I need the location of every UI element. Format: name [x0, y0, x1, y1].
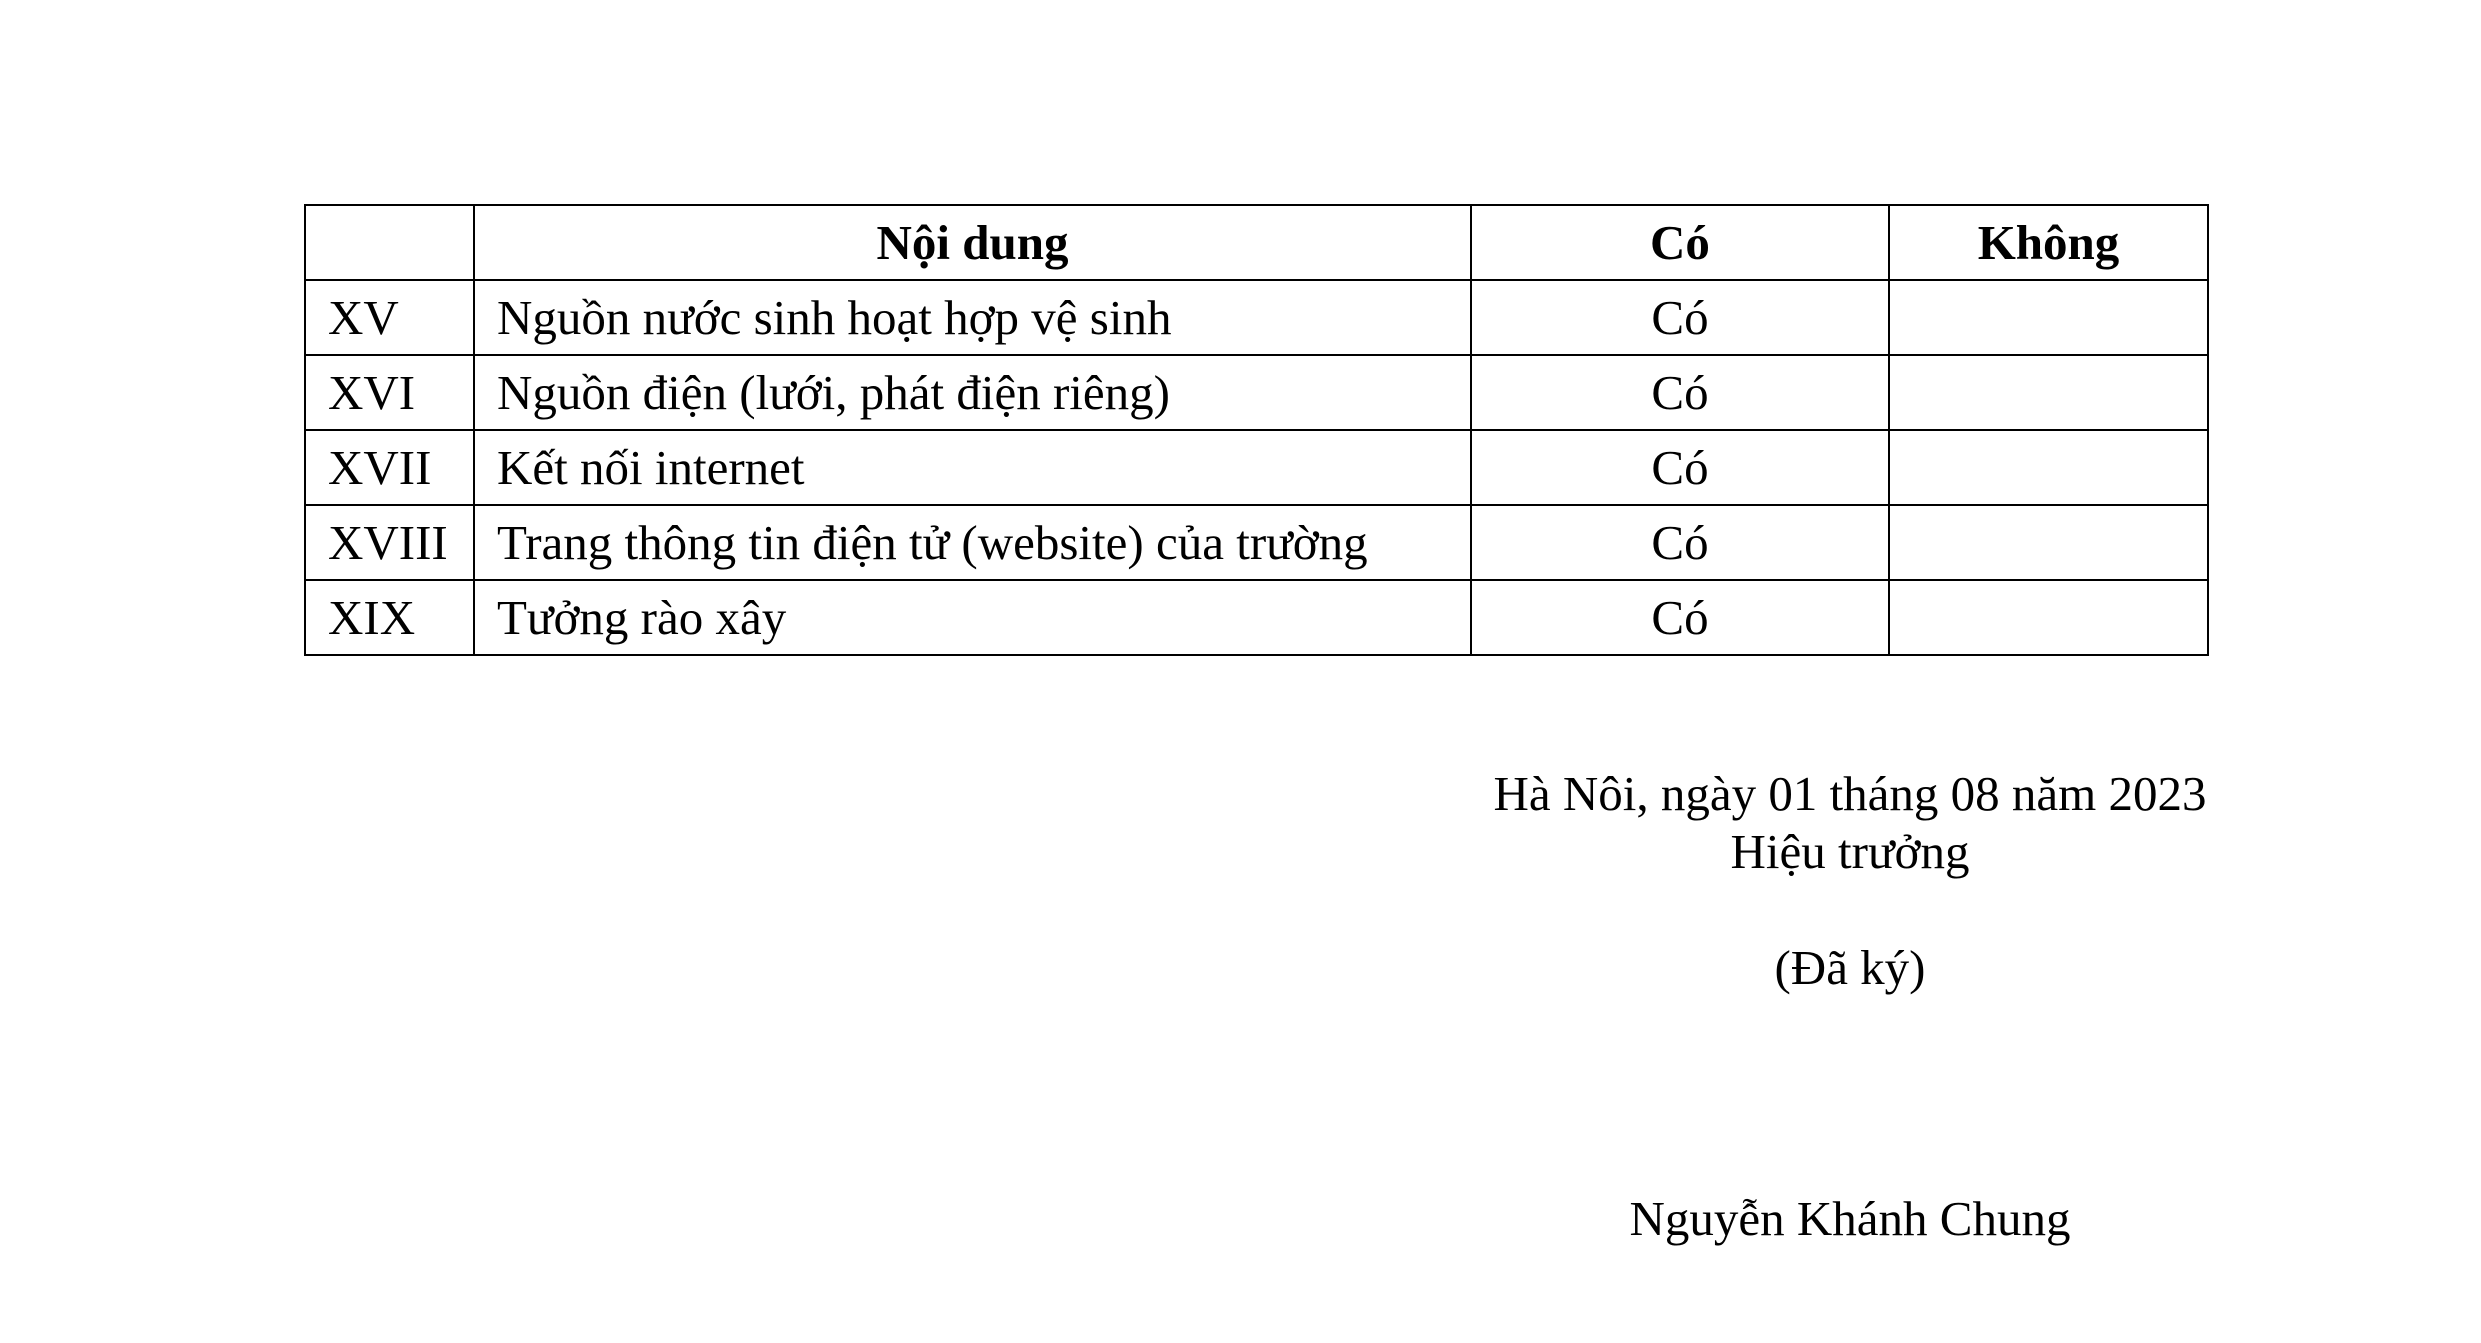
table-row	[305, 280, 2208, 355]
header-no: Không	[1889, 205, 2208, 280]
row-code: XVII	[305, 430, 474, 505]
signed-note: (Đã ký)	[1774, 940, 1926, 995]
place-date: Hà Nôi, ngày 01 tháng 08 năm 2023	[1493, 766, 2207, 821]
table-row	[305, 430, 2208, 505]
row-content: Trang thông tin điện tử (website) của trường	[474, 505, 1471, 580]
row-code: XV	[305, 280, 474, 355]
row-yes: Có	[1471, 430, 1889, 505]
row-no	[1889, 430, 2208, 505]
row-content: Kết nối internet	[474, 430, 1471, 505]
table-header-row	[305, 205, 2208, 280]
row-no	[1889, 580, 2208, 655]
table-row	[305, 580, 2208, 655]
table-row	[305, 355, 2208, 430]
header-code	[305, 205, 474, 280]
row-code: XIX	[305, 580, 474, 655]
table-row	[305, 505, 2208, 580]
signer-name: Nguyễn Khánh Chung	[1629, 1191, 2071, 1246]
row-no	[1889, 280, 2208, 355]
row-no	[1889, 355, 2208, 430]
header-content: Nội dung	[474, 205, 1471, 280]
row-code: XVIII	[305, 505, 474, 580]
signer-title: Hiệu trưởng	[1730, 824, 1970, 879]
facility-table	[304, 204, 2209, 656]
row-yes: Có	[1471, 505, 1889, 580]
row-yes: Có	[1471, 580, 1889, 655]
row-content: Tưởng rào xây	[474, 580, 1471, 655]
row-yes: Có	[1471, 280, 1889, 355]
row-content: Nguồn nước sinh hoạt hợp vệ sinh	[474, 280, 1471, 355]
row-code: XVI	[305, 355, 474, 430]
row-no	[1889, 505, 2208, 580]
row-content: Nguồn điện (lưới, phát điện riêng)	[474, 355, 1471, 430]
header-yes: Có	[1471, 205, 1889, 280]
row-yes: Có	[1471, 355, 1889, 430]
